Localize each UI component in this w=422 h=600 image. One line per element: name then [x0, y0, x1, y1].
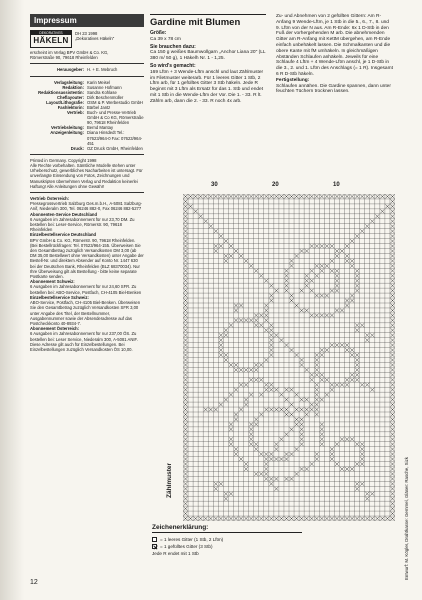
divider: [30, 63, 144, 64]
page-fold-shadow: [0, 0, 24, 600]
instructions-section: So wird's gemacht: 169 Lftm + 3 Wende-Lftm anschl und laut Zählmuster im Filetmuster weiterarb. Für 1 leeres Gitter 1 Stb, 2 Lftm arb, für 1 gefülltes Gitter 3 Stb häkeln. Jede R beginnt mit 3 Lftm als Ersatz für das 1. Stb und endet mit 1 Stb in die Wende-Lftm der Vor. Die 1. - 33. R lt. Zählm arb, dann die 2. - 33. R noch 4x arb.: [150, 62, 264, 104]
staff-list: [30, 80, 144, 151]
filet-chart: [183, 194, 395, 521]
logo-side-text: DH 23 1998 „Dekoratives Häkeln": [75, 31, 115, 41]
legal-text: Alle Rechte vorbehalten. Sämtliche Modelle stehen unter Urheberschutz, gewerbliches Nacharbeiten ist untersagt. Für unverlangte Einsendung von Fotos, Zeichnungen und Manuskripten übernehmen Verlag und Redaktion keinerlei Haftung! Alle Anleitungen ohne Gewähr!: [30, 163, 143, 189]
staff-row: Vertriebsleitung: Bernd Mantay: [50, 125, 114, 131]
divider: [30, 76, 144, 77]
abo-ch-text: 6 Ausgaben im Jahresabonnement für nur 24,60 SFR. Zu bestellen bei: ABO-Service, Postfach, CH-4105 Biel-Benken: [30, 284, 142, 295]
empty-square-icon: [152, 537, 157, 542]
impressum-column: [30, 14, 144, 352]
material-section: Sie brauchen dazu: Ca 150 g weißes Baumwollgarn „Anchor Liana 20" (LL 380 m/ 50 g), 1 Häkelh Nr. 1 - 1,25.: [150, 43, 266, 62]
abo-at2-text: 6 Ausgaben im Jahresabonnement für nur 237,00 ÖS. Zu bestellen bei: Leser Service, Niederalm 300, A-5081 ANIF.: [30, 331, 138, 342]
chart-legend: [152, 524, 302, 557]
einzel-de-text: BPV GmbH & Co. KG, Römerstr. 90, 79618 Rheinfelden. (Bei Bestellrückfragen: Tel. 07623/964-155. Überweisen Sie den Gesamtbetrag zuzüglich Versandkosten DM 3,00 (ab DM 35,00 Bestellwert ohne Versandkosten) unter Angabe der Bestell-Nr. und direktem Absender auf Konto Nr. 1447 630 bei der Deutschen Bank, Rheinfelden (BLZ 68370034). Nur Ihre Überweisung gilt als Bestellung - bitte keine separate Postkarte senden.: [30, 237, 144, 280]
staff-row: Layout/Lithografie: OSM & P. Werbestudio GmbH: [46, 99, 143, 105]
logo-area: [30, 30, 144, 48]
finishing-text: Schlaufen annähen. Die Gardine spannen, dann unter feuchten Tüchern trocknen lassen.: [276, 83, 391, 95]
chart-col-label-10: 10: [333, 182, 340, 188]
staff-row: Cheflayouter: Dirk Beschenmüller: [57, 94, 124, 100]
divider: [30, 192, 144, 193]
einzel-ch-text: ABO-Service, Postfach, CH-4105 Biel-Benken. Überweisen Sie den Gesamtbetrag zuzüglich Versandkosten SFR 3,00 unter Angabe des Titel, der Bestellnummer, Ausgabennummer sowie der Absenderadresse auf das Postcheckkonto 40-8934-7.: [30, 300, 141, 326]
article-column: [150, 14, 266, 105]
legend-item-filled: = 1 gefülltes Gitter (3 Stb): [152, 543, 302, 550]
magazine-logo: DEKORATIVES HÄKELN: [30, 30, 72, 48]
impressum-heading: Impressum: [30, 14, 144, 27]
einzel-de-heading: Einzelbestellservice Deutschland: [30, 232, 97, 238]
legend-title: Zeichenerklärung:: [152, 524, 302, 533]
vertrieb-at-heading: Vertrieb Österreich:: [30, 196, 70, 202]
staff-row: Druck: OZ Druck GmbH, Rheinfelden: [70, 145, 143, 151]
filet-grid: [183, 194, 395, 521]
staff-row: Redaktion: Susanne Hofmann: [62, 84, 122, 90]
printed-note: Printed in Germany. Copyright 1998: [30, 157, 97, 163]
filled-square-icon: [152, 544, 157, 549]
chart-side-label: Zählmuster: [166, 462, 173, 498]
staff-row: Verlagsleitung: Karin Meisel: [53, 79, 111, 85]
page-number: 12: [30, 579, 38, 586]
size-section: Größe: Ca 39 x 78 cm: [150, 30, 181, 42]
herausgeber-row: Herausgeber: H. + E. Mebruch: [57, 67, 118, 73]
finishing-heading: Fertigstellung:: [276, 77, 310, 83]
edge-instructions: Zu- und Abnehmen von 2 gefüllten Gittern: Am R-Anfang 9 Wende-Lftm, je 1 Stb in die 5., 6., 7., 8. und 9. Lftm von der N aus. Am R-Ende: 6x 1 D-Stb in den Fuß der vorhergehenden M arb. Die abnehmenden Gitter am R-Anfang mit KettM übergehen, am R-Ende einfach unbehäkelt lassen. Die Schmalkanten und die obere Kante mit fM umhäkeln. In gleichmäßigen Abständen Schlaufen anhäkeln. Jeweils für eine Schlaufe 4 Lftm + 4 Wende-Lftm anschl, je 1 D-Stb in die 3., 2. und 1. Lftm des Anschlags (= 1 R). Insgesamt 6 R D-Stb häkeln.: [276, 14, 393, 77]
legend-item-empty: = 1 leeres Gitter (1 Stb, 2 Lftm): [152, 536, 302, 543]
article-title: Gardine mit Blumen: [150, 14, 266, 28]
design-credit: Entwurf: M. Kögler, Drahtkasse: Gemmel, Gläser: Rasche, Sizk: [404, 457, 409, 580]
divider: [30, 154, 144, 155]
publisher-info: erscheint im Verlag BPV GmbH & Co. KG, Römerstraße 90, 79618 Rheinfelden: [30, 50, 109, 61]
chart-col-label-30: 30: [211, 182, 218, 188]
staff-row: Anzeigenleitung: Diana Hinsdedt Tel.: 07623/964-0 Fax: 07623/964-451: [50, 130, 143, 146]
abo-de-text: 6 Ausgaben im Jahresabonnement für nur 23,70 DM. Zu bestellen bei: Leser-Service, Römerstr. 90, 79618 Rheinfelden: [30, 216, 135, 233]
abo-ch-heading: Abonnement Schweiz:: [30, 279, 75, 285]
article-continued-column: [276, 14, 394, 95]
einzel-ch-heading: Einzelbestellservice Schweiz:: [30, 294, 89, 300]
abo-de-heading: Abonnenten-Service Deutschland: [30, 211, 98, 217]
staff-row: Vertrieb: Buch- und Presse-Vertrieb GmbH & Co KG, Römerstraße 90, 79618 Rheinfelden: [67, 110, 144, 126]
staff-row: Redaktionsassistentin: Sandra Kohlase: [38, 89, 117, 95]
staff-row: Fashlektorin: Bärbel Jantz: [57, 104, 111, 110]
abo-at2-note: Diese Adresse gilt auch für Einzelbestellungen. Bei Einzelbestellungen zuzüglich Versandkosten ÖS 10,00.: [30, 341, 133, 352]
legend-note: Jede R endet mit 1 Stb: [152, 551, 199, 556]
abo-at2-heading: Abonnement Österreich:: [30, 326, 80, 332]
vertrieb-at-text: Pressegrossvertrieb Salzburg Ges.m.b.H., A-5081 Salzburg-Anif, Niederalm 300, Tel. 06246 882-0, Fax 06246 882-5277: [30, 201, 142, 212]
chart-col-label-20: 20: [272, 182, 279, 188]
